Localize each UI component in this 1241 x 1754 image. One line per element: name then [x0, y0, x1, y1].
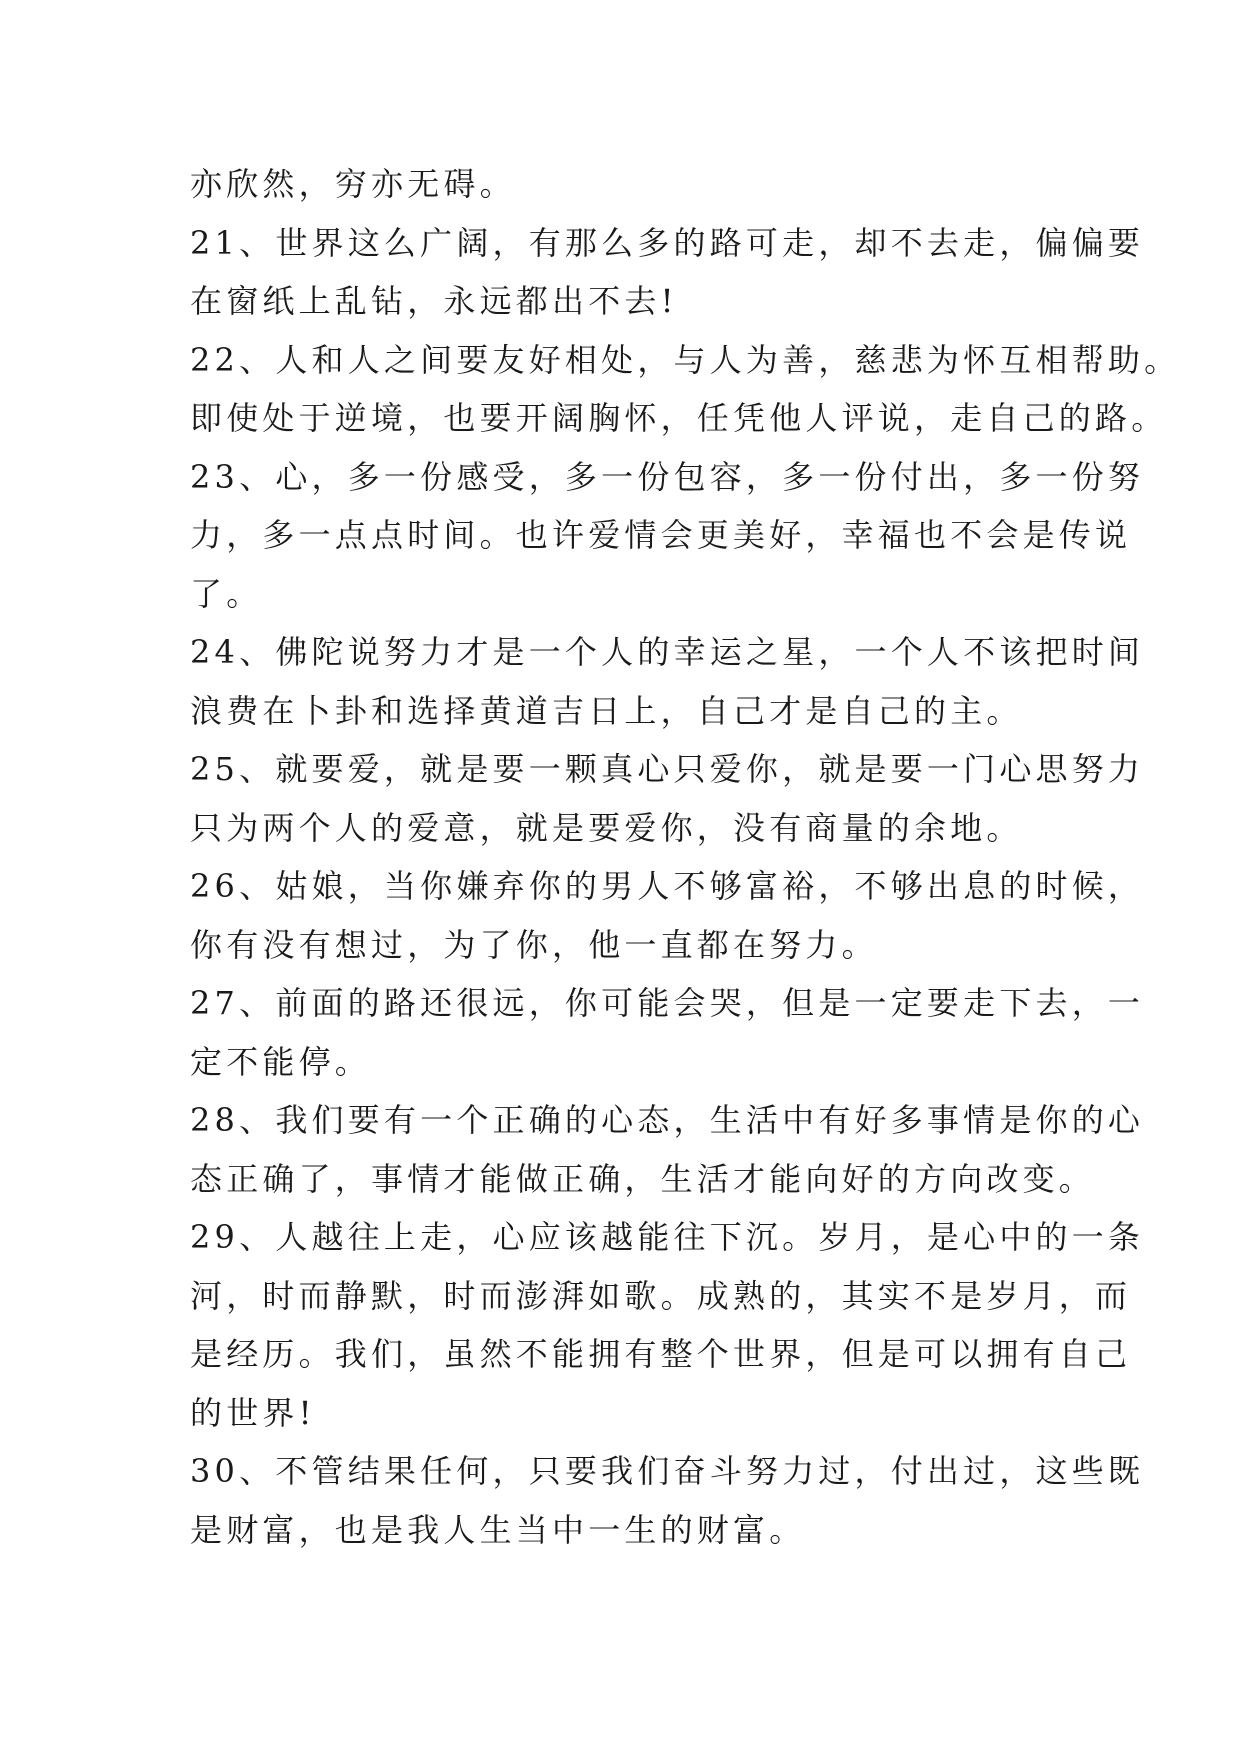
text-line: 的世界!	[190, 1393, 316, 1432]
text-line: 在窗纸上乱钻，永远都出不去!	[190, 282, 678, 320]
text-line: 是经历。我们，虽然不能拥有整个世界，但是可以拥有自己	[190, 1335, 1132, 1373]
text-line: 21、世界这么广阔，有那么多的路可走，却不去走，偏偏要	[190, 223, 1145, 262]
text-line: 是财富，也是我人生当中一生的财富。	[190, 1510, 806, 1549]
text-line: 了。	[190, 574, 263, 613]
text-line: 你有没有想过，为了你，他一直都在努力。	[190, 925, 878, 964]
text-line: 力，多一点点时间。也许爱情会更美好，幸福也不会是传说	[190, 516, 1132, 554]
text-line: 27、前面的路还很远，你可能会哭，但是一定要走下去，一	[190, 984, 1145, 1022]
text-line: 30、不管结果任何，只要我们奋斗努力过，付出过，这些既	[190, 1452, 1145, 1490]
text-line: 浪费在卜卦和选择黄道吉日上，自己才是自己的主。	[190, 691, 1023, 730]
text-line: 定不能停。	[190, 1042, 372, 1081]
text-line: 25、就要爱，就是要一颗真心只爱你，就是要一门心思努力	[190, 750, 1145, 788]
text-line: 23、心，多一份感受，多一份包容，多一份付出，多一份努	[190, 457, 1145, 496]
text-line: 22、人和人之间要友好相处，与人为善，慈悲为怀互相帮助。	[190, 340, 1181, 379]
text-line: 只为两个人的爱意，就是要爱你，没有商量的余地。	[190, 808, 1023, 847]
text-line: 24、佛陀说努力才是一个人的幸运之星，一个人不该把时间	[190, 633, 1145, 671]
text-line: 28、我们要有一个正确的心态，生活中有好多事情是你的心	[190, 1101, 1145, 1139]
text-line: 河，时而静默，时而澎湃如歌。成熟的，其实不是岁月，而	[190, 1276, 1132, 1315]
document-body	[190, 155, 1181, 1559]
text-line: 29、人越往上走，心应该越能往下沉。岁月，是心中的一条	[190, 1218, 1145, 1256]
text-line: 即使处于逆境，也要开阔胸怀，任凭他人评说，走自己的路。	[190, 399, 1168, 437]
text-line: 态正确了，事情才能做正确，生活才能向好的方向改变。	[190, 1159, 1096, 1198]
text-line: 亦欣然，穷亦无碍。	[190, 165, 516, 203]
text-line: 26、姑娘，当你嫌弃你的男人不够富裕，不够出息的时候，	[190, 867, 1145, 905]
